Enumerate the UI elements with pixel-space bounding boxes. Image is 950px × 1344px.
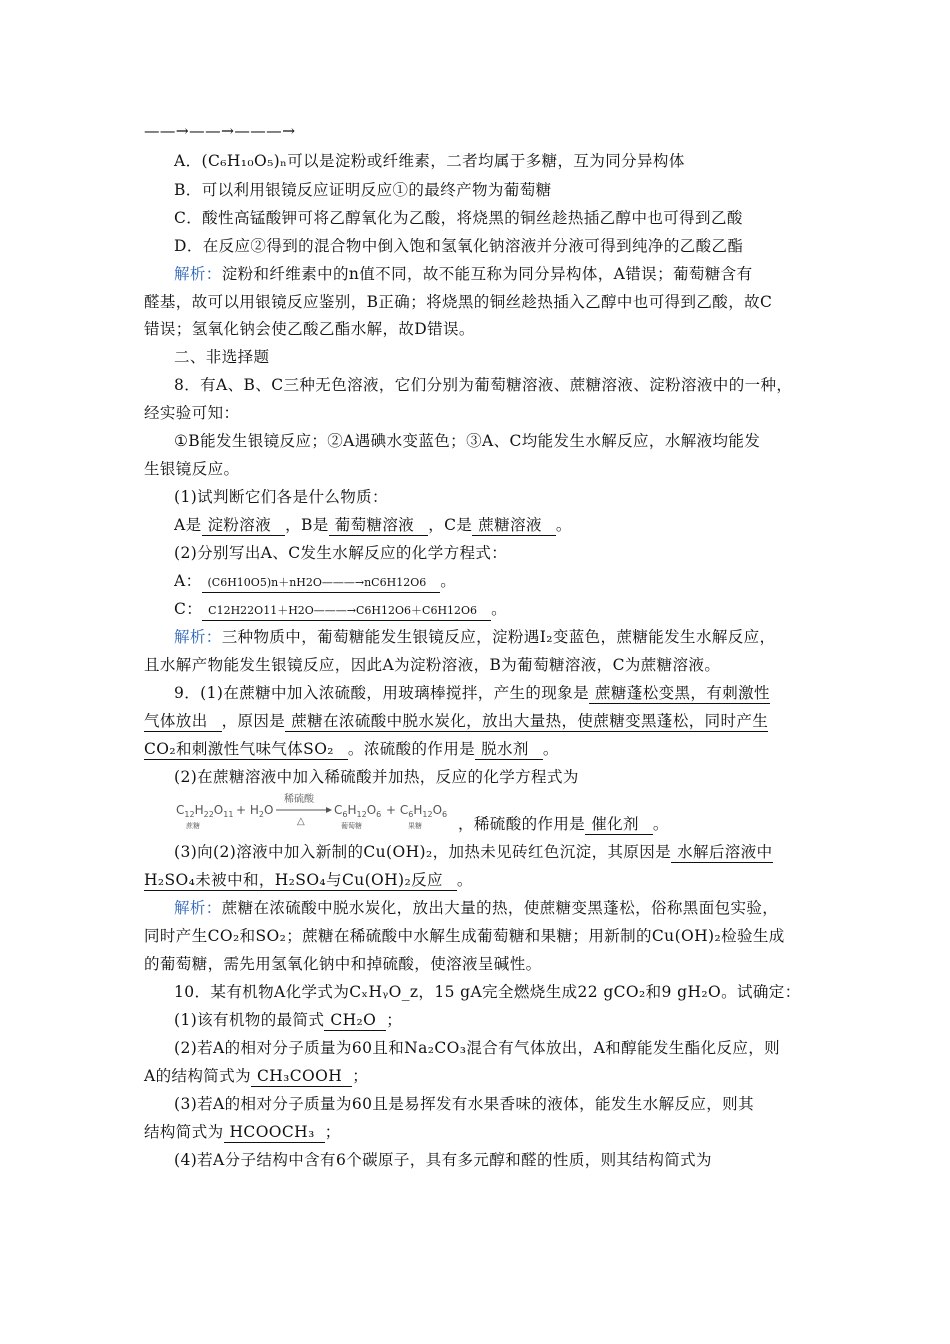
reaction-arrows: ——→——→———→ [144, 122, 296, 140]
equation-a-blank: (C6H10O5)n＋nH2O———→nC6H12O6 [202, 573, 441, 593]
q8-conditions-line-1: ①B能发生银镜反应；②A遇碘水变蓝色；③A、C均能发生水解反应，水解液均能发 [174, 432, 761, 450]
q9-phenomenon-blank: 蔗糖蓬松变黑，有刺激性 [589, 684, 770, 704]
equation-product-fructose: + $C_6H_{12}O_6$ [386, 803, 448, 819]
q9-analysis-line-2: 同时产生CO₂和SO₂；蔗糖在稀硫酸中水解生成葡萄糖和果糖；用新制的Cu(OH)₂检验生成 [144, 927, 785, 945]
q8-sub2: (2)分别写出A、C发生水解反应的化学方程式： [174, 544, 508, 562]
q9-sub1-line-3: CO₂和刺激性气味气体SO₂ 。浓硫酸的作用是 脱水剂 。 [144, 740, 559, 758]
q10-formula-blank: CH₂O [324, 1011, 386, 1031]
equation-arrowhead [326, 807, 332, 813]
q9-sub2: (2)在蔗糖溶液中加入稀硫酸并加热，反应的化学方程式为 [174, 768, 579, 786]
q8-equation-c: C： C12H22O11＋H2O———→C6H12O6＋C6H12O6 。 [174, 599, 507, 621]
equation-note-sucrose: 蔗糖 [186, 822, 200, 830]
equation-note-fructose: 果糖 [408, 822, 422, 830]
q9-sub3-line-2: H₂SO₄未被中和，H₂SO₄与Cu(OH)₂反应 。 [144, 871, 473, 889]
answer-blank-b: 葡萄糖溶液 [329, 516, 429, 536]
analysis-label: 解析： [174, 265, 222, 283]
analysis-label: 解析： [174, 628, 222, 646]
q10-sub4-line-1: (4)若A分子结构中含有6个碳原子，具有多元醇和醛的性质，则其结构简式为 [174, 1151, 712, 1169]
equation-figure [176, 788, 456, 832]
q10-sub3-line-1: (3)若A的相对分子质量为60且是易挥发有水果香味的液体，能发生水解反应，则其 [174, 1095, 754, 1113]
option-c: C．酸性高锰酸钾可将乙醇氧化为乙酸，将烧黑的铜丝趁热插乙醇中也可得到乙酸 [174, 209, 743, 227]
q8-equation-a: A： (C6H10O5)n＋nH2O———→nC6H12O6 。 [174, 571, 456, 593]
answer-blank-a: 淀粉溶液 [202, 516, 286, 536]
q9-sub2-role: ，稀硫酸的作用是 催化剂 。 [458, 815, 669, 833]
q9-reason-blank: 蔗糖在浓硫酸中脱水炭化，放出大量热，使蔗糖变黑蓬松，同时产生 [285, 712, 768, 732]
q9-catalyst-blank: 催化剂 [585, 815, 653, 835]
equation-condition: 稀硫酸 [284, 794, 314, 805]
q9-analysis-line-1: 解析：蔗糖在浓硫酸中脱水炭化，放出大量的热，使蔗糖变黑蓬松，俗称黑面包实验， [174, 899, 779, 917]
analysis-label: 解析： [174, 899, 222, 917]
equation-heat: △ [297, 816, 305, 827]
section-title: 二、非选择题 [174, 348, 270, 366]
q9-analysis-line-3: 的葡萄糖，需先用氢氧化钠中和掉硫酸，使溶液呈碱性。 [144, 955, 542, 973]
q8-sub1: (1)试判断它们各是什么物质： [174, 488, 388, 506]
q10-ester-blank: HCOOCH₃ [224, 1123, 325, 1143]
q10-acid-blank: CH₃COOH [251, 1067, 352, 1087]
equation-product-glucose: $C_6H_{12}O_6$ [334, 803, 382, 819]
q8-conditions-line-2: 生银镜反应。 [144, 460, 240, 478]
q9-sub1-line-1: 9．(1)在蔗糖中加入浓硫酸，用玻璃棒搅拌，产生的现象是 蔗糖蓬松变黑，有刺激性 [174, 684, 770, 702]
q10-sub2-line-2: A的结构简式为 CH₃COOH ； [144, 1067, 369, 1085]
option-d: D．在反应②得到的混合物中倒入饱和氢氧化钠溶液并分液可得到纯净的乙酸乙酯 [174, 237, 744, 255]
q9-role-blank: 脱水剂 [475, 740, 543, 760]
sucrose-hydrolysis-equation [176, 788, 456, 832]
q10-sub2-line-1: (2)若A的相对分子质量为60且和Na₂CO₃混合有气体放出，A和醇能发生酯化反应，则 [174, 1039, 781, 1057]
q8-stem-line-2: 经实验可知： [144, 404, 240, 422]
q7-analysis-line-2: 醛基，故可以用银镜反应鉴别，B正确；将烧黑的铜丝趁热插入乙醇中也可得到乙酸，故C [144, 293, 773, 311]
q8-analysis-line-1: 解析：三种物质中，葡萄糖能发生银镜反应，淀粉遇I₂变蓝色，蔗糖能发生水解反应， [174, 628, 776, 646]
q9-sub3-blank: 水解后溶液中 [671, 843, 772, 863]
q9-sub3-line-1: (3)向(2)溶液中加入新制的Cu(OH)₂，加热未见砖红色沉淀，其原因是 水解后溶液中 [174, 843, 773, 861]
q9-sub1-line-2: 气体放出 ，原因是 蔗糖在浓硫酸中脱水炭化，放出大量热，使蔗糖变黑蓬松，同时产生 [144, 712, 769, 730]
q8-answer-line: A是 淀粉溶液 ，B是 葡萄糖溶液 ，C是 蔗糖溶液 。 [174, 516, 572, 534]
equation-note-glucose: 葡萄糖 [341, 822, 362, 830]
answer-blank-c: 蔗糖溶液 [472, 516, 556, 536]
option-b: B．可以利用银镜反应证明反应①的最终产物为葡萄糖 [174, 181, 552, 199]
option-a: A．(C₆H₁₀O₅)ₙ可以是淀粉或纤维素，二者均属于多糖，互为同分异构体 [174, 152, 685, 170]
q10-stem: 10．某有机物A化学式为CₓHᵧO_z，15 gA完全燃烧生成22 gCO₂和9 gH₂O。试确定： [174, 983, 801, 1001]
q8-stem-line-1: 8．有A、B、C三种无色溶液，它们分别为葡萄糖溶液、蔗糖溶液、淀粉溶液中的一种， [174, 376, 793, 394]
q7-analysis-line-1: 解析：淀粉和纤维素中的n值不同，故不能互称为同分异构体，A错误；葡萄糖含有 [174, 265, 753, 283]
q10-sub1: (1)该有机物的最简式 CH₂O ； [174, 1011, 403, 1029]
equation-reactant-sucrose: $C_{12}H_{22}O_{11}$ [176, 803, 234, 819]
q10-sub3-line-2: 结构简式为 HCOOCH₃ ； [144, 1123, 341, 1141]
q8-analysis-line-2: 且水解产物能发生银镜反应，因此A为淀粉溶液，B为葡萄糖溶液，C为蔗糖溶液。 [144, 656, 721, 674]
equation-plus-water: + $H_2O$ [236, 803, 274, 819]
equation-c-blank: C12H22O11＋H2O———→C6H12O6＋C6H12O6 [202, 601, 491, 621]
q7-analysis-line-3: 错误；氢氧化钠会使乙酸乙酯水解，故D错误。 [144, 320, 475, 338]
